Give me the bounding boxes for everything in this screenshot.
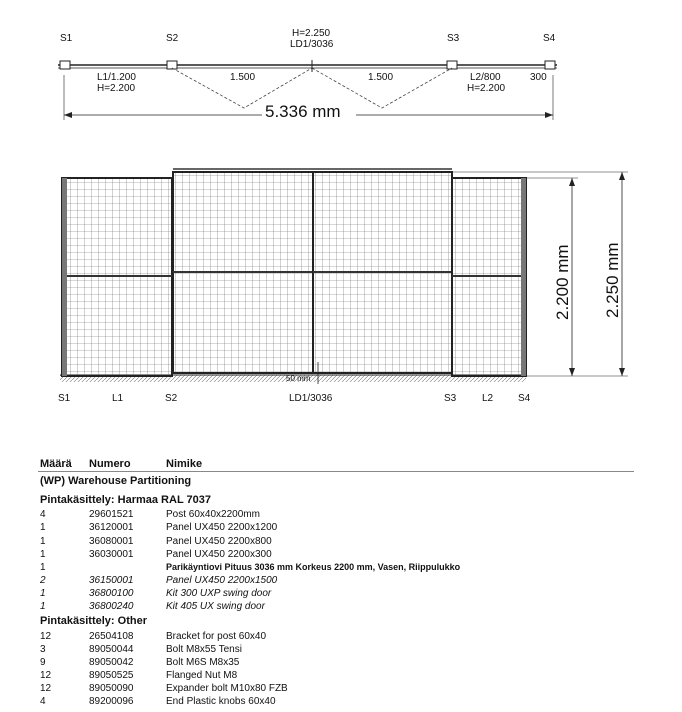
plan-left-panel-label: L1/1.200	[97, 72, 136, 83]
bom-number: 36080001	[89, 536, 134, 547]
bom-name: Kit 405 UX swing door	[166, 601, 265, 612]
plan-post-s4	[545, 61, 555, 69]
bom-name: Panel UX450 2200x1200	[166, 522, 278, 533]
bom-row	[0, 696, 682, 709]
bom-name: Panel UX450 2200x800	[166, 536, 272, 547]
plan-view	[58, 28, 557, 121]
bom-section-ral: Pintakäsittely: Harmaa RAL 7037	[40, 494, 211, 506]
bom-name: Bolt M8x55 Tensi	[166, 644, 242, 655]
plan-right-panel-label: L2/800	[470, 72, 501, 83]
elev-label-s3: S3	[444, 393, 457, 404]
bom-header-name: Nimike	[166, 458, 203, 470]
bom-qty: 4	[40, 509, 46, 520]
bom-qty: 1	[40, 562, 46, 573]
elevation-view	[58, 169, 628, 404]
plan-right-height-label: H=2.200	[467, 83, 506, 94]
bom-section-other: Pintakäsittely: Other	[40, 615, 147, 627]
bom-row	[0, 657, 682, 670]
bom-header-number: Numero	[89, 458, 131, 470]
bom-row	[0, 644, 682, 657]
plan-door-label: LD1/3036	[290, 39, 334, 50]
bom-row	[0, 509, 682, 522]
bom-qty: 12	[40, 631, 52, 642]
plan-post-s1	[60, 61, 70, 69]
bom-row	[0, 631, 682, 644]
bom-qty: 1	[40, 601, 46, 612]
bom-number: 36800240	[89, 601, 134, 612]
bom-qty: 1	[40, 522, 46, 533]
bom-number: 89050042	[89, 657, 134, 668]
bom-name: Bracket for post 60x40	[166, 631, 267, 642]
bom-row	[0, 549, 682, 562]
bom-name: Kit 300 UXP swing door	[166, 588, 272, 599]
bom-qty: 9	[40, 657, 46, 668]
bom-qty: 1	[40, 549, 46, 560]
bom-name: Expander bolt M10x80 FZB	[166, 683, 288, 694]
elev-label-s2: S2	[165, 393, 178, 404]
bom-qty: 4	[40, 696, 46, 707]
elev-label-s1: S1	[58, 393, 71, 404]
bom-qty: 12	[40, 670, 52, 681]
elev-label-ld1: LD1/3036	[289, 393, 333, 404]
bom-row	[0, 670, 682, 683]
bom-number: 29601521	[89, 509, 134, 520]
bom-name: Bolt M6S M8x35	[166, 657, 240, 668]
bom-number: 36150001	[89, 575, 134, 586]
elev-label-s4: S4	[518, 393, 531, 404]
bom-name: Panel UX450 2200x300	[166, 549, 272, 560]
bom-divider	[38, 471, 634, 472]
elev-label-l1: L1	[112, 393, 124, 404]
bom-number: 89050525	[89, 670, 134, 681]
bom-name: Parikäyntiovi Pituus 3036 mm Korkeus 2200 mm, Vasen, Riippulukko	[166, 562, 461, 572]
plan-post-label-s1: S1	[60, 33, 73, 44]
bom-row	[0, 562, 682, 575]
bom-number: 36030001	[89, 549, 134, 560]
bom-number: 26504108	[89, 631, 134, 642]
bom-name: Panel UX450 2200x1500	[166, 575, 278, 586]
bom-name: End Plastic knobs 60x40	[166, 696, 276, 707]
bom-row	[0, 588, 682, 601]
bom-number: 89050044	[89, 644, 134, 655]
plan-door-leaf-2: 1.500	[368, 72, 394, 83]
bom-number: 89200096	[89, 696, 134, 707]
bom-name: Post 60x40x2200mm	[166, 509, 260, 520]
bom-row	[0, 601, 682, 614]
plan-total-height-label: H=2.250	[292, 28, 331, 39]
elev-label-l2: L2	[482, 393, 494, 404]
plan-end-piece-label: 300	[530, 72, 547, 83]
bom-row	[0, 522, 682, 535]
bom-row	[0, 683, 682, 696]
bom-row	[0, 575, 682, 588]
bom-qty: 3	[40, 644, 46, 655]
plan-total-length-label: 5.336 mm	[265, 102, 341, 121]
plan-left-height-label: H=2.200	[97, 83, 136, 94]
bom-name: Flanged Nut M8	[166, 670, 238, 681]
bom-number: 36120001	[89, 522, 134, 533]
bom-header-qty: Määrä	[40, 458, 72, 470]
plan-post-s3	[447, 61, 457, 69]
bom-title: (WP) Warehouse Partitioning	[40, 475, 192, 487]
dim-2250-label: 2.250 mm	[603, 242, 622, 318]
plan-post-s2	[167, 61, 177, 69]
bom-qty: 2	[40, 575, 46, 586]
plan-post-label-s3: S3	[447, 33, 460, 44]
plan-door-leaf-1: 1.500	[230, 72, 256, 83]
bom-number: 36800100	[89, 588, 134, 599]
plan-post-label-s2: S2	[166, 33, 179, 44]
gap-label: 50 mm	[286, 374, 311, 383]
bom-qty: 12	[40, 683, 52, 694]
bom-qty: 1	[40, 588, 46, 599]
bom-qty: 1	[40, 536, 46, 547]
bom-number: 89050090	[89, 683, 134, 694]
dim-2200-label: 2.200 mm	[553, 244, 572, 320]
plan-post-label-s4: S4	[543, 33, 556, 44]
bom-row	[0, 536, 682, 549]
